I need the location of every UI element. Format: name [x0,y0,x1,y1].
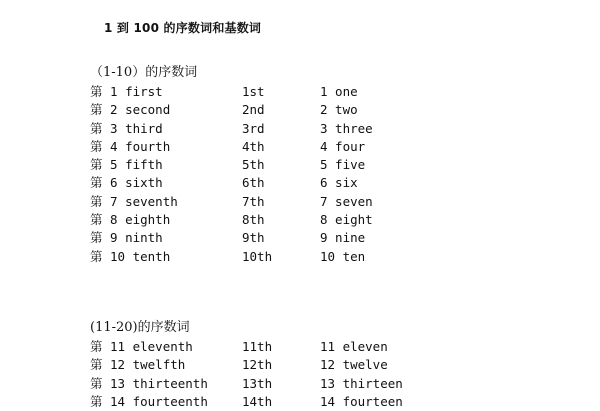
table-row [90,338,510,356]
ordinal-word: 第 2 second [90,102,171,118]
ordinal-word: 第 1 first [90,84,163,99]
ordinal-abbreviation: 7th [242,193,265,209]
ordinal-word: 第 6 sixth [90,175,163,191]
ordinal-abbreviation: 1st [242,84,265,99]
cardinal-number: 9 nine [320,230,366,246]
table-row [90,393,510,411]
cardinal-number: 7 seven [320,193,373,209]
section-11-20 [90,318,510,411]
cardinal-number: 2 two [320,102,358,118]
table-row [90,138,510,156]
table-row [90,83,510,101]
cardinal-number: 14 fourteen [320,393,403,409]
ordinal-abbreviation: 11th [242,339,273,354]
ordinal-abbreviation: 4th [242,138,265,154]
table-row [90,101,510,119]
ordinal-abbreviation: 5th [242,157,265,173]
ordinal-word: 第 7 seventh [90,193,178,209]
cardinal-number: 13 thirteen [320,375,403,391]
cardinal-number: 6 six [320,175,358,191]
table-row [90,174,510,192]
table-row [90,248,510,266]
ordinal-abbreviation: 2nd [242,102,265,118]
ordinal-word: 第 3 third [90,120,163,136]
table-row [90,375,510,393]
section-heading: （1-10）的序数词 [90,65,198,80]
table-row [90,229,510,247]
cardinal-number: 11 eleven [320,339,388,354]
ordinal-word: 第 9 ninth [90,230,163,246]
ordinal-word: 第 5 fifth [90,157,163,173]
section-1-10 [90,63,510,266]
ordinal-abbreviation: 13th [242,375,273,391]
ordinal-abbreviation: 14th [242,393,273,409]
ordinal-abbreviation: 12th [242,357,273,373]
cardinal-number: 4 four [320,138,366,154]
cardinal-number: 1 one [320,84,358,99]
ordinal-word: 第 14 fourteenth [90,393,208,409]
cardinal-number: 10 ten [320,248,366,264]
cardinal-number: 5 five [320,157,366,173]
cardinal-number: 3 three [320,120,373,136]
ordinal-abbreviation: 6th [242,175,265,191]
ordinal-abbreviation: 10th [242,248,273,264]
ordinal-word: 第 8 eighth [90,212,171,228]
table-row [90,356,510,374]
ordinal-word: 第 4 fourth [90,138,171,154]
document-title: 1 到 100 的序数词和基数词 [104,21,262,35]
table-row [90,193,510,211]
section-heading: (11-20)的序数词 [90,320,190,335]
ordinal-abbreviation: 3rd [242,120,265,136]
table-row [90,120,510,138]
ordinal-abbreviation: 9th [242,230,265,246]
ordinal-word: 第 13 thirteenth [90,375,208,391]
cardinal-number: 12 twelve [320,357,388,373]
ordinal-abbreviation: 8th [242,212,265,228]
table-row [90,211,510,229]
cardinal-number: 8 eight [320,212,373,228]
ordinal-word: 第 10 tenth [90,248,171,264]
table-row [90,156,510,174]
ordinal-word: 第 12 twelfth [90,357,186,373]
ordinal-word: 第 11 eleventh [90,339,193,354]
